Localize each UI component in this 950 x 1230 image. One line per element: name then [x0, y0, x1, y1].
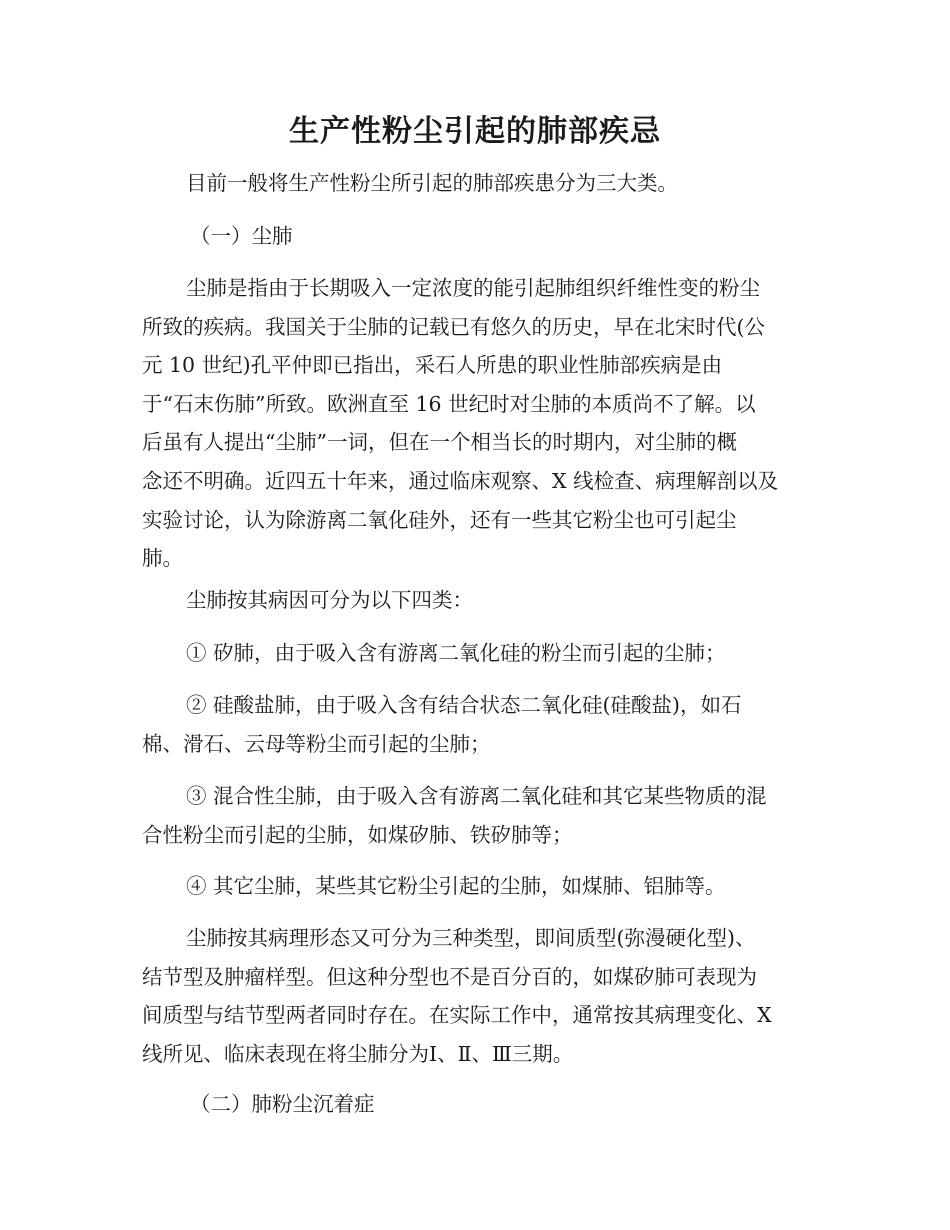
paragraph-line: 合性粉尘而引起的尘肺，如煤矽肺、铁矽肺等；	[142, 822, 573, 847]
paragraph-line: 后虽有人提出“尘肺”一词，但在一个相当长的时期内，对尘肺的概	[142, 430, 737, 455]
paragraph-pathology-types	[142, 919, 814, 1073]
list-item-4	[142, 867, 814, 906]
paragraph-intro	[142, 164, 814, 203]
paragraph-line: 尘肺按其病理形态又可分为三种类型，即间质型(弥漫硬化型)、	[186, 926, 756, 950]
paragraph-line: 间质型与结节型两者同时存在。在实际工作中，通常按其病理变化、X	[142, 1003, 772, 1028]
paragraph-line: 结节型及肿瘤样型。但这种分型也不是百分百的，如煤矽肺可表现为	[142, 964, 757, 989]
paragraph-line: 念还不明确。近四五十年来，通过临床观察、X 线检查、病理解剖以及	[142, 468, 779, 493]
section-heading-text: （一）尘肺	[190, 224, 293, 248]
section-heading-text: （二）肺粉尘沉着症	[190, 1092, 375, 1116]
list-item-2	[142, 686, 814, 763]
paragraph-line: ② 硅酸盐肺，由于吸入含有结合状态二氧化硅(硅酸盐)，如石	[186, 693, 742, 717]
paragraph-line: 实验讨论，认为除游离二氧化硅外，还有一些其它粉尘也可引起尘	[142, 507, 737, 532]
paragraph-line: ④ 其它尘肺，某些其它粉尘引起的尘肺，如煤肺、铝肺等。	[186, 874, 726, 898]
paragraph-line: ① 矽肺，由于吸入含有游离二氧化硅的粉尘而引起的尘肺；	[186, 641, 726, 665]
paragraph-classification-intro	[142, 581, 814, 620]
paragraph-line: 肺。	[142, 546, 183, 571]
section-heading-2	[142, 1085, 814, 1124]
list-item-3	[142, 777, 814, 854]
paragraph-line: ③ 混合性尘肺，由于吸入含有游离二氧化硅和其它某些物质的混	[186, 784, 767, 808]
paragraph-line: 元 10 世纪)孔平仲即已指出，采石人所患的职业性肺部疾病是由	[142, 353, 723, 378]
document-title: 生产性粉尘引起的肺部疾忌	[289, 114, 661, 149]
paragraph-line: 尘肺是指由于长期吸入一定浓度的能引起肺组织纤维性变的粉尘	[186, 276, 760, 300]
list-item-1	[142, 634, 814, 673]
paragraph-pneumoconiosis-definition	[142, 269, 814, 578]
paragraph-line: 线所见、临床表现在将尘肺分为Ⅰ、Ⅱ、Ⅲ三期。	[142, 1041, 574, 1066]
paragraph-line: 于“石末伤肺”所致。欧洲直至 16 世纪时对尘肺的本质尚不了解。以	[142, 391, 756, 416]
section-heading-1	[142, 217, 814, 256]
paragraph-line: 尘肺按其病因可分为以下四类：	[186, 588, 473, 612]
paragraph-line: 目前一般将生产性粉尘所引起的肺部疾患分为三大类。	[186, 171, 678, 195]
paragraph-line: 所致的疾病。我国关于尘肺的记载已有悠久的历史，早在北宋时代(公	[142, 314, 765, 339]
paragraph-line: 棉、滑石、云母等粉尘而引起的尘肺；	[142, 731, 491, 756]
